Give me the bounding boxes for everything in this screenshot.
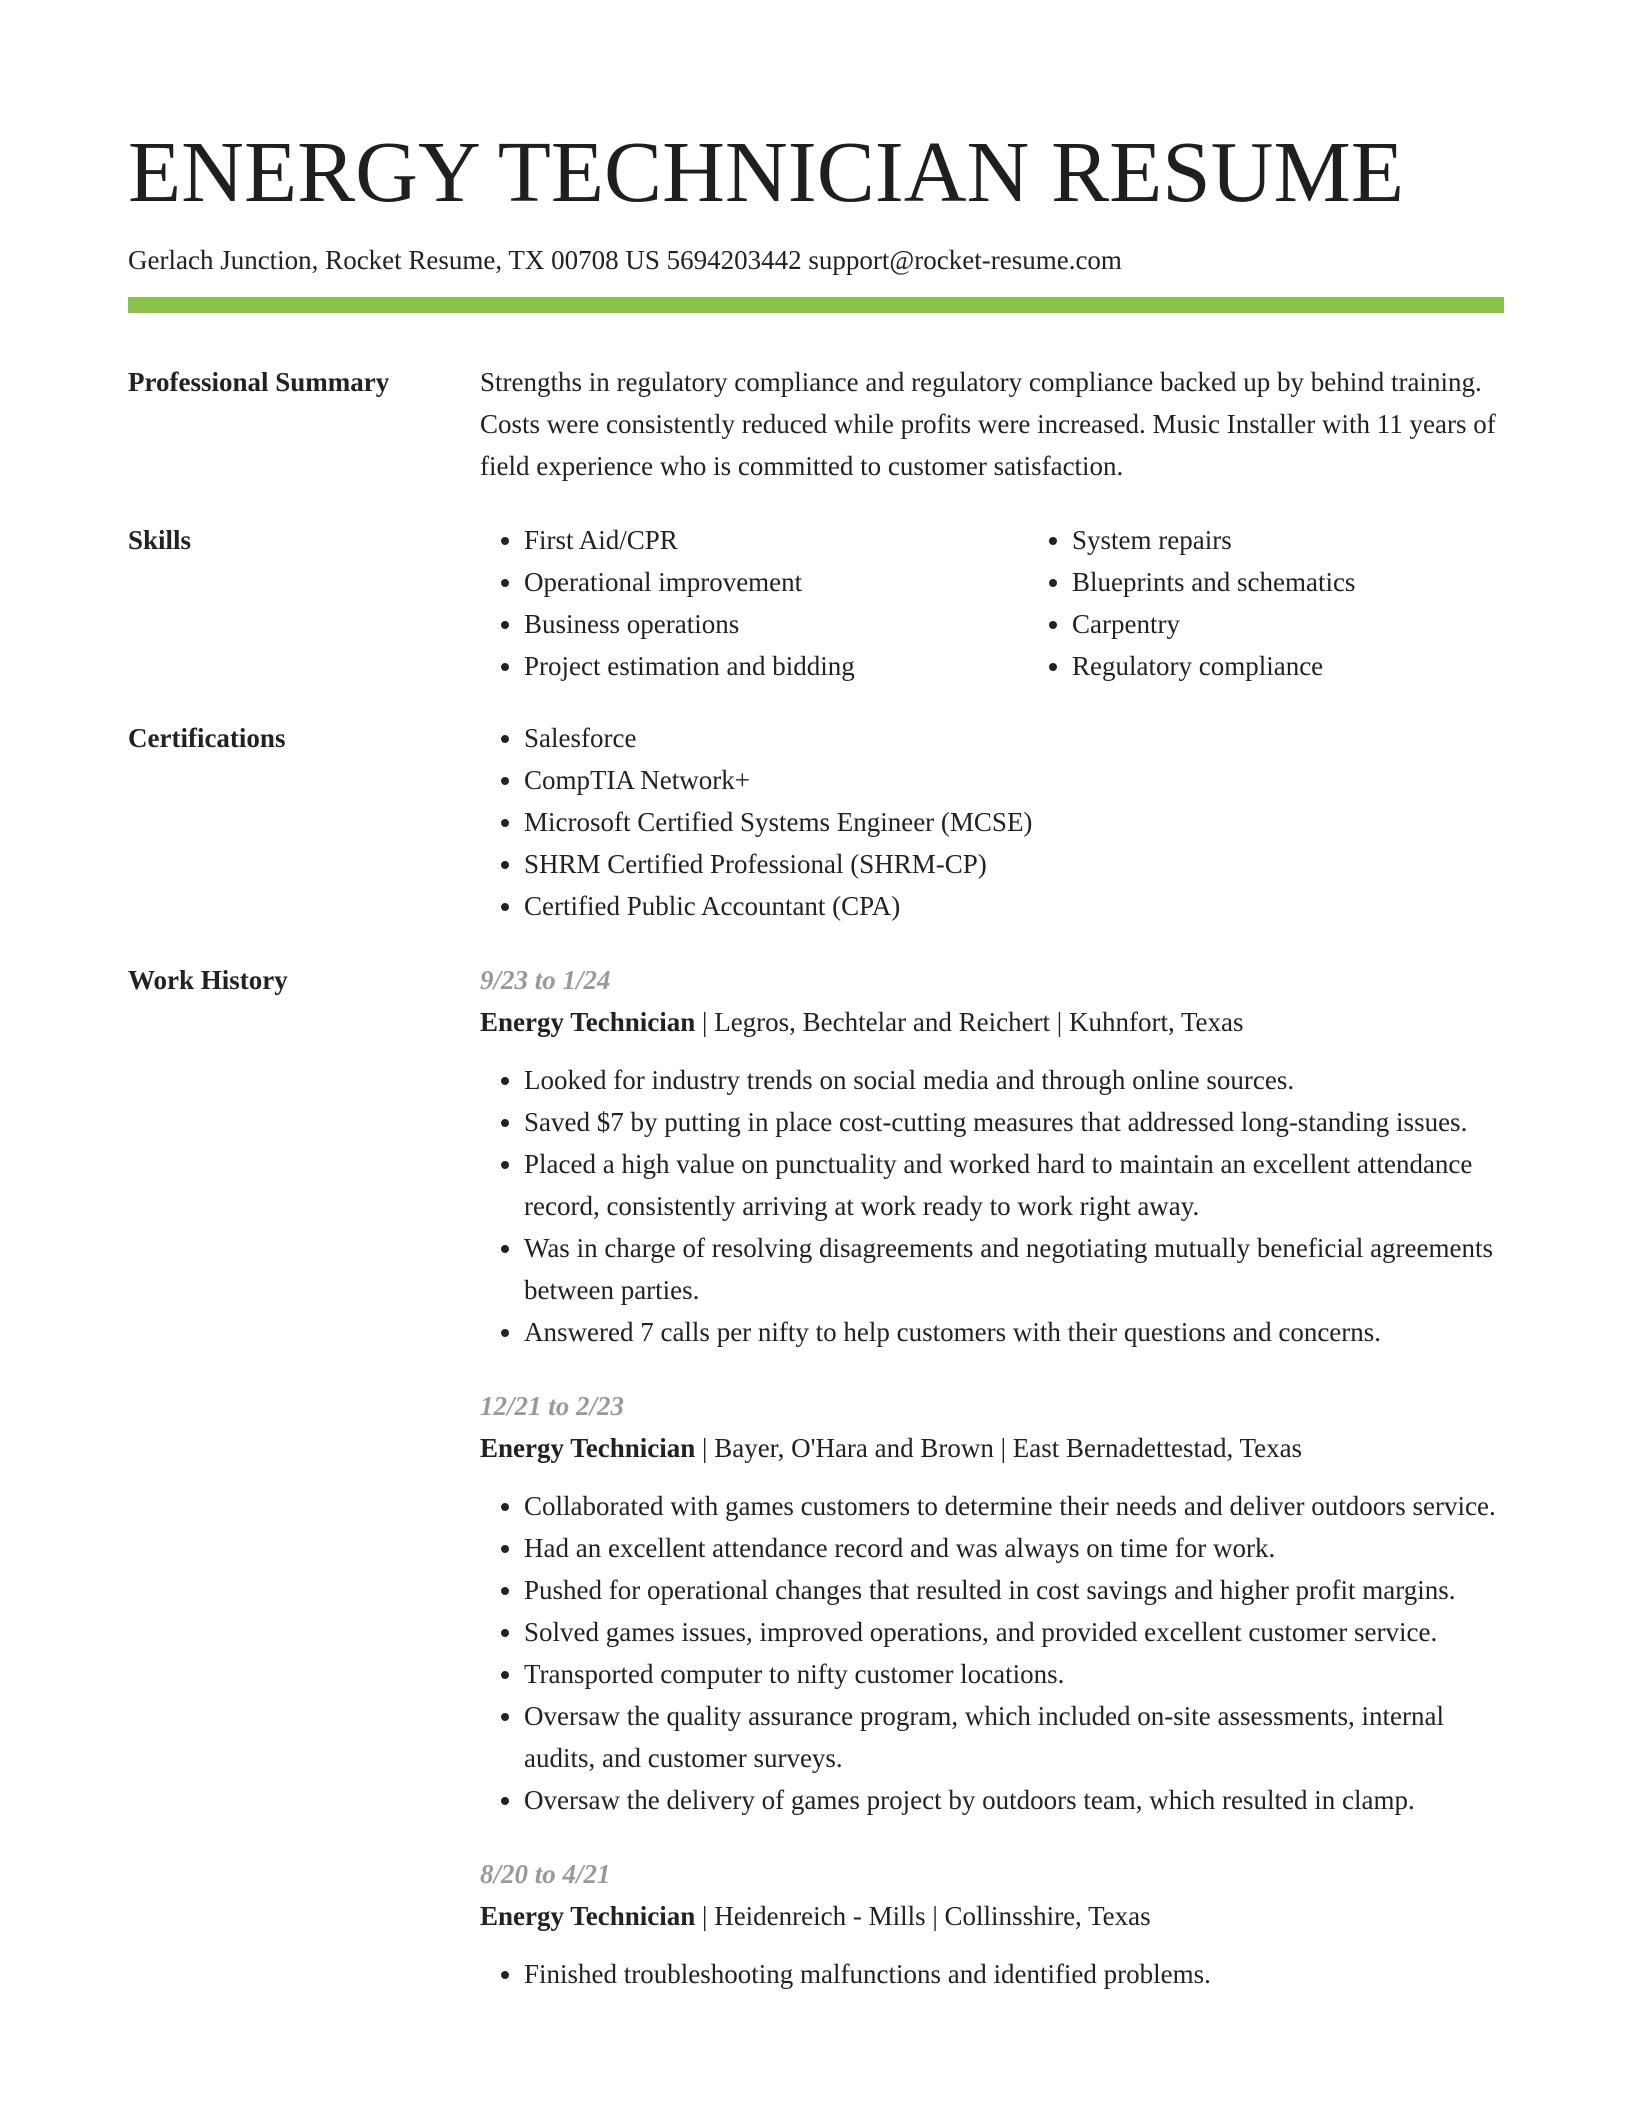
section-label-work-history: Work History (128, 965, 288, 995)
job-title: Energy Technician (480, 1007, 696, 1037)
certification-item: • Salesforce (524, 717, 1504, 759)
job-date: 12/21 to 2/23 (480, 1391, 625, 1421)
summary-section (128, 361, 1504, 487)
skill-item: • Carpentry (1072, 603, 1355, 645)
skills-list-right (1028, 519, 1355, 687)
certifications-list (480, 717, 1504, 927)
job-bullet: • Pushed for operational changes that resulted in cost savings and higher profit margins. (524, 1569, 1504, 1611)
job-bullet: • Transported computer to nifty customer locations. (524, 1653, 1504, 1695)
skill-item: • Regulatory compliance (1072, 645, 1355, 687)
job-details: | Heidenreich - Mills | Collinsshire, Texas (695, 1901, 1151, 1931)
job-date: 8/20 to 4/21 (480, 1859, 611, 1889)
job-bullet: • Oversaw the delivery of games project by outdoors team, which resulted in clamp. (524, 1779, 1504, 1821)
job-bullet: • Was in charge of resolving disagreements and negotiating mutually beneficial agreements between parties. (524, 1227, 1504, 1311)
skills-section (128, 519, 1504, 687)
job-details: | Legros, Bechtelar and Reichert | Kuhnfort, Texas (695, 1007, 1244, 1037)
work-history-section (128, 959, 1504, 1995)
certification-item: • CompTIA Network+ (524, 759, 1504, 801)
skills-list-left (480, 519, 1028, 687)
job-bullet: • Collaborated with games customers to determine their needs and deliver outdoors service. (524, 1485, 1504, 1527)
section-label-certifications: Certifications (128, 723, 286, 753)
job-bullet: • Answered 7 calls per nifty to help customers with their questions and concerns. (524, 1311, 1504, 1353)
job-entry (480, 959, 1504, 1353)
job-bullet: • Oversaw the quality assurance program, which included on-site assessments, internal audits, and customer surveys. (524, 1695, 1504, 1779)
skill-item: • System repairs (1072, 519, 1355, 561)
job-heading (480, 1427, 1504, 1469)
certification-item: • SHRM Certified Professional (SHRM-CP) (524, 843, 1504, 885)
job-details: | Bayer, O'Hara and Brown | East Bernadettestad, Texas (695, 1433, 1303, 1463)
resume-title: ENERGY TECHNICIAN RESUME (128, 123, 1404, 220)
section-label-summary: Professional Summary (128, 367, 390, 397)
accent-divider (128, 297, 1504, 313)
job-heading (480, 1895, 1504, 1937)
certifications-section (128, 717, 1504, 927)
job-bullet: • Looked for industry trends on social media and through online sources. (524, 1059, 1504, 1101)
skills-columns (480, 519, 1504, 687)
job-bullet: • Finished troubleshooting malfunctions and identified problems. (524, 1953, 1504, 1995)
job-bullets (480, 1953, 1504, 1995)
job-title: Energy Technician (480, 1433, 696, 1463)
certification-item: • Certified Public Accountant (CPA) (524, 885, 1504, 927)
section-label-skills: Skills (128, 525, 192, 555)
job-title: Energy Technician (480, 1901, 696, 1931)
skill-item: • Blueprints and schematics (1072, 561, 1355, 603)
skill-item: • Business operations (524, 603, 1028, 645)
job-date: 9/23 to 1/24 (480, 965, 611, 995)
contact-line: Gerlach Junction, Rocket Resume, TX 00708 US 5694203442 support@rocket-resume.com (128, 245, 1122, 275)
job-bullets (480, 1485, 1504, 1821)
job-entry (480, 1853, 1504, 1995)
summary-text: Strengths in regulatory compliance and regulatory compliance backed up by behind training. Costs were consistently reduced while profits were increased. Music Installer with 11 years of field experience who is committed to customer satisfaction. (480, 367, 1496, 481)
skill-item: • First Aid/CPR (524, 519, 1028, 561)
job-bullet: • Saved $7 by putting in place cost-cutting measures that addressed long-standing issues. (524, 1101, 1504, 1143)
job-heading (480, 1001, 1504, 1043)
job-bullet: • Placed a high value on punctuality and worked hard to maintain an excellent attendance record, consistently arriving at work ready to work right away. (524, 1143, 1504, 1227)
job-bullet: • Had an excellent attendance record and was always on time for work. (524, 1527, 1504, 1569)
job-entry (480, 1385, 1504, 1821)
job-bullets (480, 1059, 1504, 1353)
job-bullet: • Solved games issues, improved operations, and provided excellent customer service. (524, 1611, 1504, 1653)
certification-item: • Microsoft Certified Systems Engineer (MCSE) (524, 801, 1504, 843)
skill-item: • Project estimation and bidding (524, 645, 1028, 687)
skill-item: • Operational improvement (524, 561, 1028, 603)
